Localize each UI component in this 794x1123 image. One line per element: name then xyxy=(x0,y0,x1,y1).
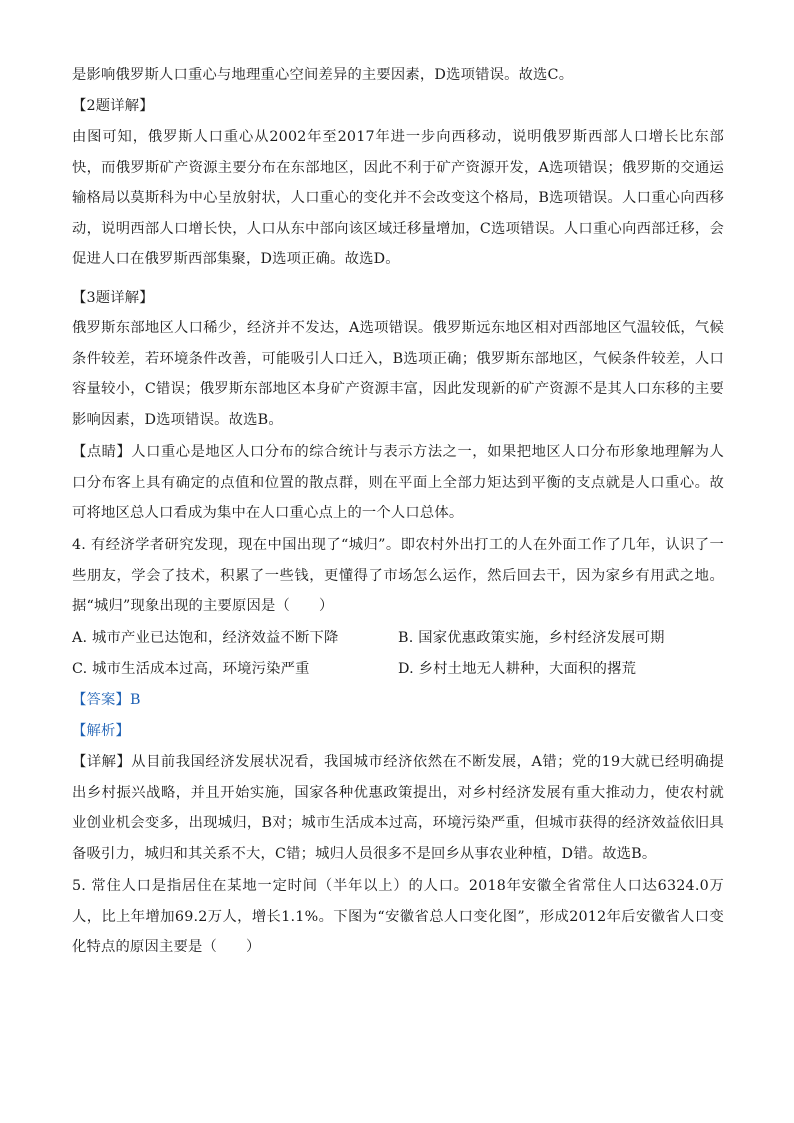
question-4-option-c: C. 城市生活成本过高，环境污染严重 xyxy=(72,661,310,677)
heading-q3-detail: 【3题详解】 xyxy=(72,290,154,306)
answer-label: 【答案】B xyxy=(72,692,141,708)
question-4-option-d: D. 乡村土地无人耕种，大面积的撂荒 xyxy=(398,661,637,677)
paragraph-q3-detail: 俄罗斯东部地区人口稀少，经济并不发达，A选项错误。俄罗斯远东地区相对西部地区气温较低，气候条件较差，若环境条件改善，可能吸引人口迁入，B选项正确；俄罗斯东部地区，气候条件较差，人口容量较小，C错误；俄罗斯东部地区本身矿产资源丰富，因此发现新的矿产资源不是其人口东移的主要影响因素，D选项错误。故选B。 xyxy=(72,320,724,428)
question-4-option-b: B. 国家优惠政策实施，乡村经济发展可期 xyxy=(398,630,665,646)
paragraph-q1-conclusion: 是影响俄罗斯人口重心与地理重心空间差异的主要因素，D选项错误。故选C。 xyxy=(72,67,574,83)
paragraph-tip: 【点睛】人口重心是地区人口分布的综合统计与表示方法之一，如果把地区人口分布形象地理解为人口分布客上具有确定的点值和位置的散点群，则在平面上全部力矩达到平衡的支点就是人口重心。故可将地区总人口看成为集中在人口重心点上的一个人口总体。 xyxy=(72,444,724,521)
paragraph-q2-detail: 由图可知，俄罗斯人口重心从2002年至2017年进一步向西移动，说明俄罗斯西部人口增长比东部快，而俄罗斯矿产资源主要分布在东部地区，因此不利于矿产资源开发，A选项错误；俄罗斯的交通运输格局以莫斯科为中心呈放射状，人口重心的变化并不会改变这个格局，B选项错误。人口重心向西移动，说明西部人口增长快，人口从东中部向该区域迁移量增加，C选项错误。人口重心向西部迁移，会促进人口在俄罗斯西部集聚，D选项正确。故选D。 xyxy=(72,129,724,267)
question-5-stem: 5. 常住人口是指居住在某地一定时间（半年以上）的人口。2018年安徽全省常住人口达6324.0万人，比上年增加69.2万人，增长1.1%。下图为“安徽省总人口变化图”，形成2012年后安徽省人口变化特点的原因主要是（ ） xyxy=(72,878,724,955)
question-4-stem: 4. 有经济学者研究发现，现在中国出现了“城归”。即农村外出打工的人在外面工作了几年，认识了一些朋友，学会了技术，积累了一些钱，更懂得了市场怎么运作，然后回去干，因为家乡有用武之地。据“城归”现象出现的主要原因是（ ） xyxy=(72,537,724,614)
analysis-label: 【解析】 xyxy=(72,723,130,739)
paragraph-q4-detail: 【详解】从目前我国经济发展状况看，我国城市经济依然在不断发展，A错；党的19大就已经明确提出乡村振兴战略，并且开始实施，国家各种优惠政策提出，对乡村经济发展有重大推动力，使农村就业创业机会变多，出现城归，B对；城市生活成本过高，环境污染严重，但城市获得的经济效益依旧具备吸引力，城归和其关系不大，C错；城归人员很多不是回乡从事农业种植，D错。故选B。 xyxy=(72,754,724,862)
heading-q2-detail: 【2题详解】 xyxy=(72,98,154,114)
question-4-option-a: A. 城市产业已达饱和，经济效益不断下降 xyxy=(72,630,339,646)
